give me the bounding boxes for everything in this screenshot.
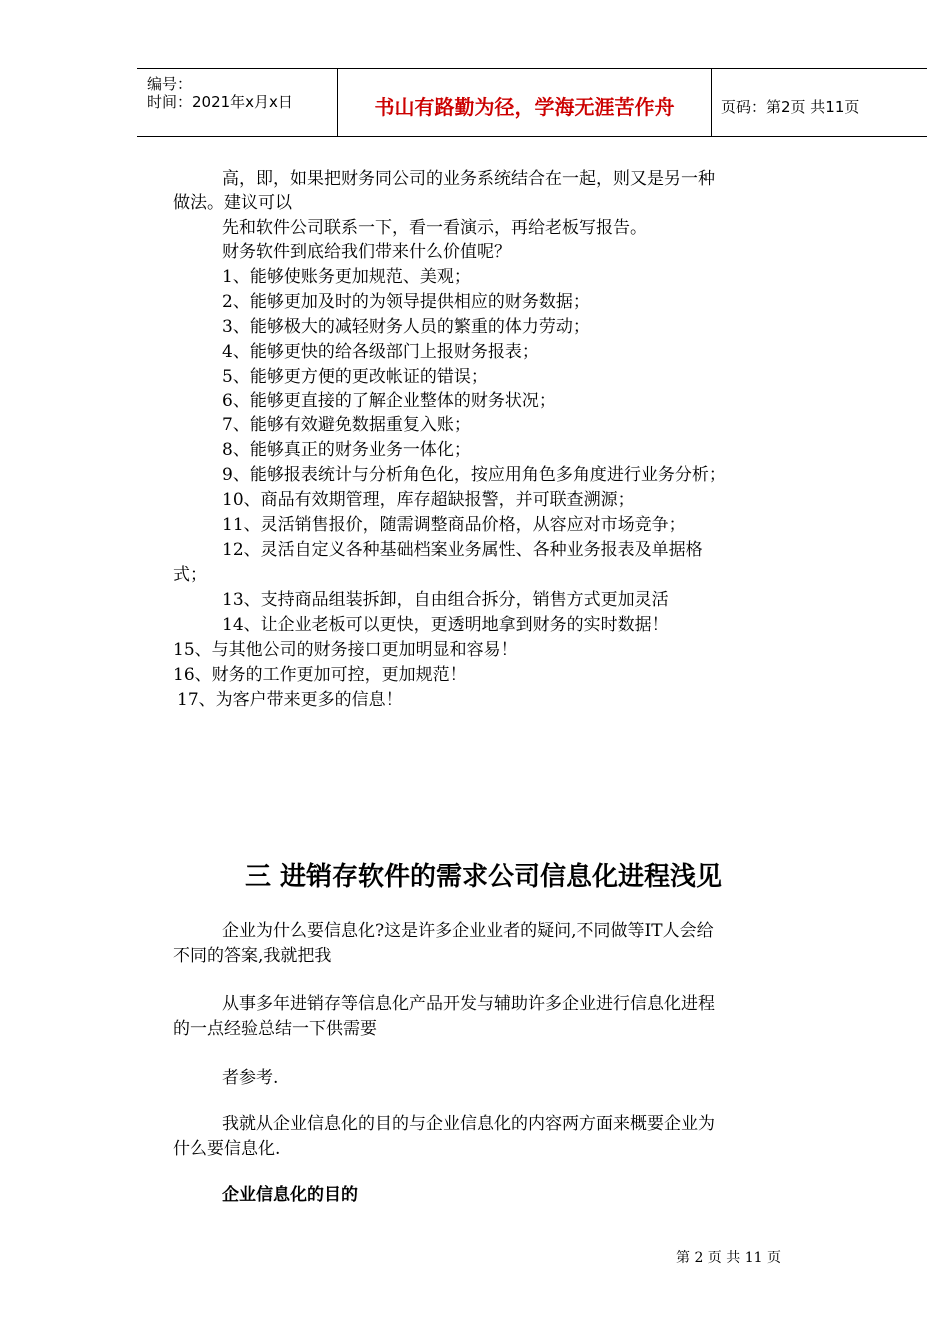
- page-footer: 第 2 页 共 11 页: [676, 1250, 781, 1266]
- list-item: 1、能够使账务更加规范、美观；: [222, 267, 471, 287]
- paragraph-line: 高，即，如果把财务同公司的业务系统结合在一起，则又是另一种: [222, 169, 715, 189]
- page-code-label: 页码：第2页 共11页: [721, 98, 860, 116]
- paragraph-line: 企业为什么要信息化?这是许多企业业者的疑问,不同做等IT人会给: [222, 921, 714, 941]
- list-item-continuation: 式；: [173, 565, 207, 585]
- header-left-cell: [137, 69, 337, 136]
- motto-text: 书山有路勤为径，学海无涯苦作舟: [374, 95, 675, 119]
- list-item: 17、为客户带来更多的信息！: [177, 690, 403, 710]
- date-label: 时间：2021年x月x日: [147, 93, 293, 111]
- header-page-cell: [712, 69, 927, 136]
- page-header: [137, 68, 927, 137]
- paragraph-line: 财务软件到底给我们带来什么价值呢？: [222, 242, 511, 262]
- list-item: 4、能够更快的给各级部门上报财务报表；: [222, 342, 539, 362]
- section-title: 三 进销存软件的需求公司信息化进程浅见: [245, 862, 723, 892]
- list-item: 5、能够更方便的更改帐证的错误；: [222, 367, 488, 387]
- header-motto-cell: [337, 69, 712, 136]
- list-item: 12、灵活自定义各种基础档案业务属性、各种业务报表及单据格: [222, 540, 703, 560]
- paragraph-line: 我就从企业信息化的目的与企业信息化的内容两方面来概要企业为: [222, 1114, 715, 1134]
- list-item: 10、商品有效期管理，库存超缺报警，并可联查溯源；: [222, 490, 635, 510]
- list-item: 2、能够更加及时的为领导提供相应的财务数据；: [222, 292, 590, 312]
- paragraph-line: 不同的答案,我就把我: [173, 946, 332, 966]
- paragraph-line: 做法。建议可以: [173, 193, 292, 213]
- list-item: 13、支持商品组装拆卸，自由组合拆分，销售方式更加灵活: [222, 590, 669, 610]
- list-item: 15、与其他公司的财务接口更加明显和容易！: [173, 640, 518, 660]
- document-number-label: 编号：: [147, 75, 193, 93]
- paragraph-line: 从事多年进销存等信息化产品开发与辅助许多企业进行信息化进程: [222, 994, 715, 1014]
- paragraph-line: 的一点经验总结一下供需要: [173, 1019, 377, 1039]
- paragraph-line: 先和软件公司联系一下，看一看演示，再给老板写报告。: [222, 218, 647, 238]
- list-item: 9、能够报表统计与分析角色化，按应用角色多角度进行业务分析；: [222, 465, 726, 485]
- paragraph-line: 者参考.: [222, 1068, 279, 1088]
- list-item: 11、灵活销售报价，随需调整商品价格，从容应对市场竞争；: [222, 515, 686, 535]
- list-item: 7、能够有效避免数据重复入账；: [222, 415, 471, 435]
- list-item: 14、让企业老板可以更快，更透明地拿到财务的实时数据！: [222, 615, 669, 635]
- paragraph-line: 什么要信息化.: [173, 1139, 281, 1159]
- list-item: 8、能够真正的财务业务一体化；: [222, 440, 471, 460]
- list-item: 3、能够极大的减轻财务人员的繁重的体力劳动；: [222, 317, 590, 337]
- list-item: 16、财务的工作更加可控，更加规范！: [173, 665, 467, 685]
- subheading: 企业信息化的目的: [222, 1185, 358, 1205]
- list-item: 6、能够更直接的了解企业整体的财务状况；: [222, 391, 556, 411]
